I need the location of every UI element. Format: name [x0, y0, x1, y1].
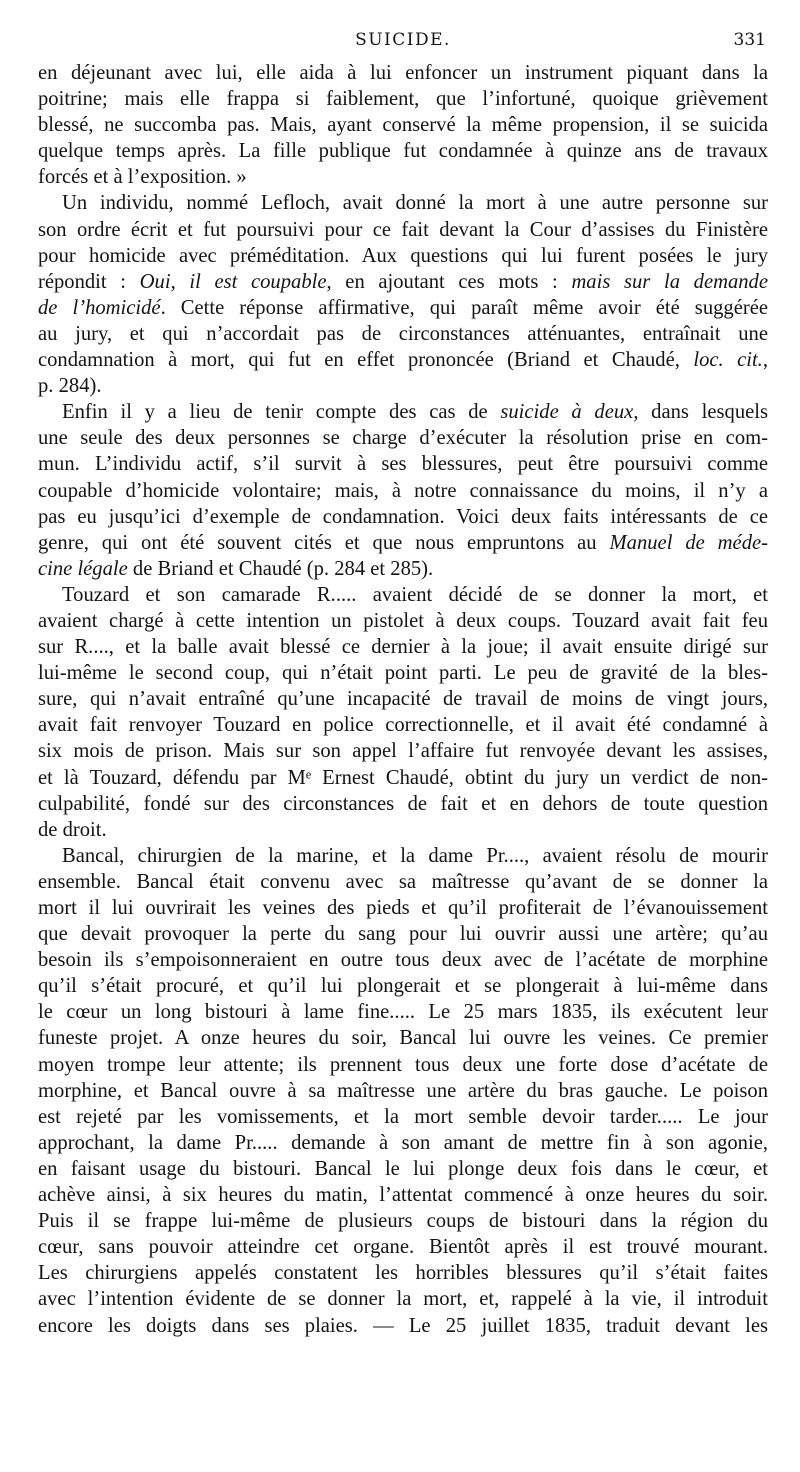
- italic-text: Oui, il est coupable: [139, 270, 327, 293]
- text-line: [38, 86, 768, 112]
- text-run: Un individu, nommé Lefloch, avait donné la mort à une autre personne sur: [62, 192, 768, 215]
- text-line: [38, 1025, 768, 1051]
- text-line: [38, 321, 768, 347]
- text-line: [38, 895, 768, 921]
- text-run: , en ajoutant ces mots :: [326, 270, 572, 293]
- text-line: [38, 112, 768, 138]
- text-run: que devait provoquer la perte du sang pour lui ouvrir aussi une artère; qu’au: [38, 923, 768, 946]
- text-line: [38, 60, 768, 86]
- text-run: au jury, et qui n’accordait pas de circonstances atténuantes, entraînait une: [38, 322, 768, 345]
- text-run: besoin ils s’empoisonneraient en outre tous deux avec de l’acétate de morphine: [38, 949, 768, 972]
- text-line: [38, 712, 768, 738]
- text-run: approchant, la dame Pr..... demande à son amant de mettre fin à son agonie,: [38, 1131, 768, 1154]
- text-line: [38, 217, 768, 243]
- text-run: répondit :: [38, 270, 140, 293]
- text-run: p. 284).: [38, 375, 102, 398]
- text-line: [38, 243, 768, 269]
- running-head: [38, 30, 768, 60]
- text-run: avaient chargé à cette intention un pistolet à deux coups. Touzard avait fait feu: [38, 609, 768, 632]
- italic-text: mais sur la demande: [571, 270, 768, 293]
- text-run: genre, qui ont été souvent cités et que nous empruntons au: [38, 531, 610, 554]
- text-run: avait fait renvoyer Touzard en police correctionnelle, et il avait été condamné à: [38, 714, 768, 737]
- text-run: de Briand et Chaudé (p. 284 et 285).: [127, 557, 434, 580]
- text-run: une seule des deux personnes se charge d’exécuter la résolution prise en com-: [38, 427, 768, 450]
- text-line: [38, 608, 768, 634]
- text-run: condamnation à mort, qui fut en effet prononcée (Briand et Chaudé,: [38, 349, 694, 372]
- text-line: [38, 947, 768, 973]
- text-line: [38, 634, 768, 660]
- text-line: [38, 1130, 768, 1156]
- text-line: [38, 190, 768, 216]
- text-run: . Cette réponse affirmative, qui paraît même avoir été suggérée: [160, 296, 768, 319]
- text-run: le cœur un long bistouri à lame fine..... Le 25 mars 1835, ils exécutent leur: [38, 1001, 768, 1024]
- italic-text: loc. cit.: [693, 349, 763, 372]
- text-run: sure, qui n’avait entraîné qu’une incapacité de travail de moins de vingt jours,: [38, 688, 768, 711]
- text-line: [38, 765, 768, 791]
- text-line: [38, 1156, 768, 1182]
- text-run: pas eu jusqu’ici d’exemple de condamnation. Voici deux faits intéressants de ce: [38, 505, 768, 528]
- text-line: [38, 556, 768, 582]
- text-line: [38, 1078, 768, 1104]
- text-run: et là Touzard, défendu par Mᵉ Ernest Chaudé, obtint du jury un verdict de non-: [38, 766, 768, 789]
- text-run: ,: [762, 349, 768, 372]
- text-run: mun. L’individu actif, s’il survit à ses blessures, peut être poursuivi comme: [38, 453, 768, 476]
- italic-text: de l’homicidé: [38, 296, 161, 319]
- text-run: son ordre écrit et fut poursuivi pour ce fait devant la Cour d’assises du Finistère: [38, 218, 768, 241]
- text-line: [38, 973, 768, 999]
- text-run: ensemble. Bancal était convenu avec sa maîtresse qu’avant de se donner la: [38, 870, 768, 893]
- text-run: Les chirurgiens appelés constatent les horribles blessures qu’il s’était faites: [38, 1262, 768, 1285]
- text-run: avec l’intention évidente de se donner la mort, et, rappelé à la vie, il introduit: [38, 1288, 768, 1311]
- text-run: en déjeunant avec lui, elle aida à lui enfoncer un instrument piquant dans la: [38, 62, 768, 84]
- text-run: encore les doigts dans ses plaies. — Le 25 juillet 1835, traduit devant les: [38, 1314, 768, 1337]
- text-run: , dans lesquels: [633, 401, 768, 424]
- italic-text: Manuel de méde-: [609, 531, 768, 554]
- text-line: [38, 164, 768, 190]
- running-title: SUICIDE.: [355, 30, 451, 50]
- body-text: [38, 60, 768, 1339]
- text-run: pour homicide avec préméditation. Aux questions qui lui furent posées le jury: [38, 244, 768, 267]
- text-run: est rejeté par les vomissements, et la mort semble devoir tarder..... Le jour: [38, 1105, 768, 1128]
- text-run: morphine, et Bancal ouvre à sa maîtresse une artère du bras gauche. Le poison: [38, 1079, 768, 1102]
- text-run: Enfin il y a lieu de tenir compte des cas de: [62, 401, 501, 424]
- text-line: [38, 504, 768, 530]
- text-run: Bancal, chirurgien de la marine, et la dame Pr...., avaient résolu de mourir: [62, 844, 768, 867]
- text-line: [38, 138, 768, 164]
- text-line: [38, 686, 768, 712]
- text-line: [38, 1208, 768, 1234]
- text-line: [38, 451, 768, 477]
- text-run: six mois de prison. Mais sur son appel l’affaire fut renvoyée devant les assises,: [38, 740, 768, 763]
- text-line: [38, 425, 768, 451]
- text-line: [38, 791, 768, 817]
- text-run: Touzard et son camarade R..... avaient décidé de se donner la mort, et: [62, 583, 768, 606]
- text-line: [38, 1286, 768, 1312]
- text-run: funeste projet. A onze heures du soir, Bancal lui ouvre les veines. Ce premier: [38, 1027, 768, 1050]
- text-run: poitrine; mais elle frappa si faiblement, que l’infortuné, quoique grièvement: [38, 88, 768, 111]
- text-line: [38, 843, 768, 869]
- text-line: [38, 1104, 768, 1130]
- text-line: [38, 347, 768, 373]
- text-line: [38, 373, 768, 399]
- text-line: [38, 399, 768, 425]
- text-run: culpabilité, fondé sur des circonstances de fait et en dehors de toute question: [38, 792, 768, 815]
- text-line: [38, 738, 768, 764]
- text-run: forcés et à l’exposition. »: [38, 166, 247, 189]
- text-line: [38, 1052, 768, 1078]
- text-line: [38, 269, 768, 295]
- text-line: [38, 1260, 768, 1286]
- text-line: [38, 1313, 768, 1339]
- text-run: blessé, ne succomba pas. Mais, ayant conservé la même propension, il se suicida: [38, 114, 768, 137]
- text-run: moyen trompe leur attente; ils prennent tous deux une forte dose d’acétate de: [38, 1053, 768, 1076]
- text-line: [38, 1234, 768, 1260]
- text-line: [38, 817, 768, 843]
- italic-text: cine légale: [38, 557, 128, 580]
- text-run: Puis il se frappe lui-même de plusieurs coups de bistouri dans la région du: [38, 1210, 768, 1233]
- text-line: [38, 999, 768, 1025]
- text-line: [38, 530, 768, 556]
- text-run: de droit.: [38, 818, 107, 841]
- italic-text: suicide à deux: [500, 401, 634, 424]
- text-line: [38, 921, 768, 947]
- text-line: [38, 869, 768, 895]
- text-line: [38, 1182, 768, 1208]
- page-number: 331: [733, 30, 766, 50]
- text-line: [38, 478, 768, 504]
- text-run: lui-même le second coup, qui n’était point parti. Le peu de gravité de la bles-: [38, 662, 768, 685]
- text-run: mort il lui ouvrirait les veines des pieds et qu’il profiterait de l’évanouissement: [38, 897, 768, 919]
- text-run: qu’il s’était procuré, et qu’il lui plongerait et se plongerait à lui-même dans: [38, 975, 768, 998]
- text-run: sur R...., et la balle avait blessé ce dernier à la joue; il avait ensuite dirigé sur: [38, 636, 768, 659]
- text-run: coupable d’homicide volontaire; mais, à notre connaissance du moins, il n’y a: [38, 479, 768, 502]
- text-line: [38, 660, 768, 686]
- text-run: cœur, sans pouvoir atteindre cet organe. Bientôt après il est trouvé mourant.: [38, 1236, 768, 1259]
- text-run: en faisant usage du bistouri. Bancal le lui plonge deux fois dans le cœur, et: [38, 1157, 768, 1180]
- text-line: [38, 295, 768, 321]
- text-run: quelque temps après. La fille publique fut condamnée à quinze ans de travaux: [38, 140, 768, 163]
- text-run: achève ainsi, à six heures du matin, l’attentat commencé à onze heures du soir.: [38, 1184, 768, 1207]
- text-line: [38, 582, 768, 608]
